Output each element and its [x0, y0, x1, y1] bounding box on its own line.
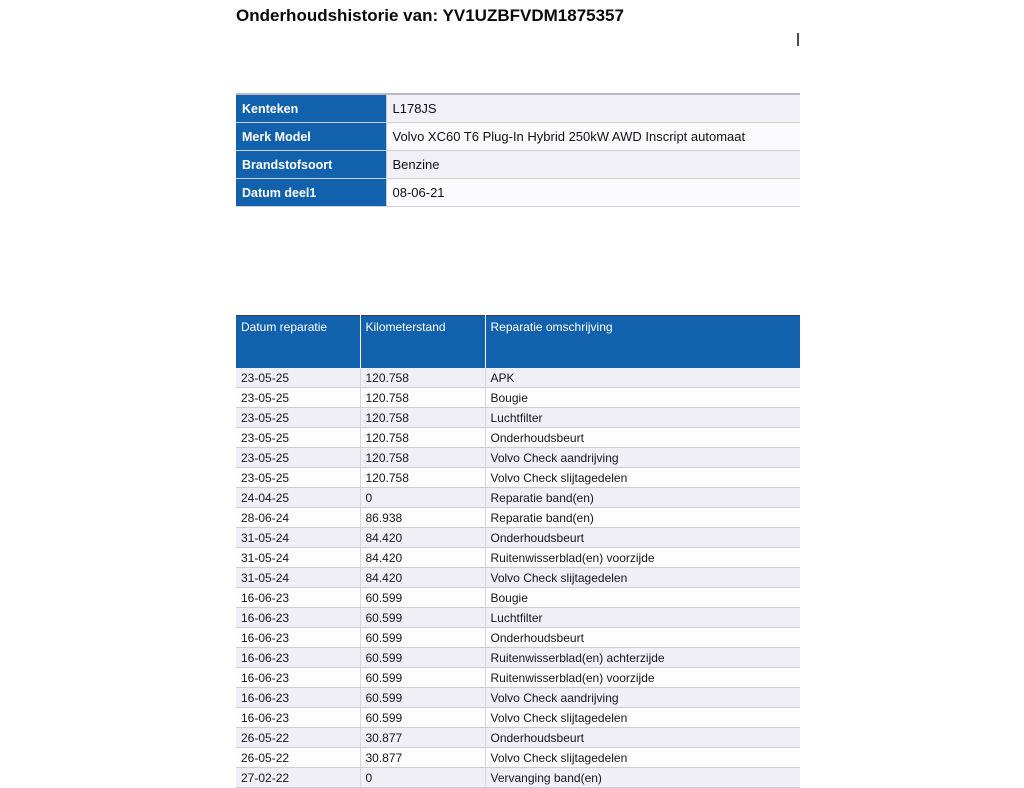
cell-description: Onderhoudsbeurt — [485, 428, 800, 448]
vehicle-info-row — [236, 179, 800, 207]
vehicle-info-value: L178JS — [386, 94, 800, 123]
table-row — [236, 368, 800, 388]
vehicle-info-label: Brandstofsoort — [236, 151, 386, 179]
column-header-kilometerstand: Kilometerstand — [360, 316, 485, 369]
cell-km: 84.420 — [360, 568, 485, 588]
cell-description: Bougie — [485, 388, 800, 408]
text-cursor-mark — [797, 33, 799, 46]
cell-description: Onderhoudsbeurt — [485, 628, 800, 648]
cell-km: 120.758 — [360, 448, 485, 468]
cell-description: Ruitenwisserblad(en) voorzijde — [485, 668, 800, 688]
cell-date: 16-06-23 — [236, 628, 360, 648]
cell-km: 60.599 — [360, 588, 485, 608]
table-row — [236, 448, 800, 468]
cell-date: 31-05-24 — [236, 568, 360, 588]
cell-km: 84.420 — [360, 548, 485, 568]
cell-km: 120.758 — [360, 408, 485, 428]
cell-description: Onderhoudsbeurt — [485, 528, 800, 548]
cell-description: Ruitenwisserblad(en) achterzijde — [485, 648, 800, 668]
cell-description: Volvo Check slijtagedelen — [485, 708, 800, 728]
cell-km: 120.758 — [360, 468, 485, 488]
table-row — [236, 548, 800, 568]
cell-date: 31-05-24 — [236, 548, 360, 568]
cell-description: Luchtfilter — [485, 608, 800, 628]
table-header-row — [236, 316, 800, 369]
cell-description: Volvo Check aandrijving — [485, 448, 800, 468]
cell-date: 23-05-25 — [236, 388, 360, 408]
cell-date: 23-05-25 — [236, 368, 360, 388]
cell-km: 120.758 — [360, 388, 485, 408]
table-row — [236, 468, 800, 488]
cell-date: 16-06-23 — [236, 668, 360, 688]
vehicle-info-label: Datum deel1 — [236, 179, 386, 207]
cell-description: Vervanging band(en) — [485, 768, 800, 788]
cell-description: Ruitenwisserblad(en) voorzijde — [485, 548, 800, 568]
cell-km: 120.758 — [360, 368, 485, 388]
cell-description: APK — [485, 368, 800, 388]
page-title: Onderhoudshistorie van: YV1UZBFVDM1875357 — [236, 6, 624, 25]
cell-date: 24-04-25 — [236, 488, 360, 508]
table-row — [236, 528, 800, 548]
table-row — [236, 428, 800, 448]
cell-description: Luchtfilter — [485, 408, 800, 428]
table-row — [236, 568, 800, 588]
table-row — [236, 748, 800, 768]
cell-description: Volvo Check aandrijving — [485, 688, 800, 708]
table-row — [236, 728, 800, 748]
cell-date: 28-06-24 — [236, 508, 360, 528]
table-row — [236, 708, 800, 728]
cell-date: 23-05-25 — [236, 468, 360, 488]
table-row — [236, 648, 800, 668]
cell-date: 16-06-23 — [236, 648, 360, 668]
cell-description: Bougie — [485, 588, 800, 608]
cell-date: 27-02-22 — [236, 768, 360, 788]
cell-km: 30.877 — [360, 728, 485, 748]
table-row — [236, 628, 800, 648]
service-history-table — [236, 315, 800, 788]
cell-km: 30.877 — [360, 748, 485, 768]
column-header-reparatie-omschrijving: Reparatie omschrijving — [485, 316, 800, 369]
table-row — [236, 588, 800, 608]
vehicle-info-label: Merk Model — [236, 123, 386, 151]
cell-date: 31-05-24 — [236, 528, 360, 548]
cell-km: 60.599 — [360, 608, 485, 628]
cell-km: 86.938 — [360, 508, 485, 528]
vehicle-info-value: 08-06-21 — [386, 179, 800, 207]
table-row — [236, 508, 800, 528]
cell-date: 23-05-25 — [236, 408, 360, 428]
table-row — [236, 688, 800, 708]
table-row — [236, 668, 800, 688]
cell-date: 16-06-23 — [236, 708, 360, 728]
cell-description: Volvo Check slijtagedelen — [485, 568, 800, 588]
vehicle-info-row — [236, 151, 800, 179]
cell-description: Volvo Check slijtagedelen — [485, 748, 800, 768]
cell-description: Onderhoudsbeurt — [485, 728, 800, 748]
cell-date: 16-06-23 — [236, 688, 360, 708]
cell-km: 60.599 — [360, 628, 485, 648]
cell-date: 26-05-22 — [236, 748, 360, 768]
cell-description: Volvo Check slijtagedelen — [485, 468, 800, 488]
cell-km: 84.420 — [360, 528, 485, 548]
cell-km: 60.599 — [360, 648, 485, 668]
cell-km: 0 — [360, 768, 485, 788]
cell-description: Reparatie band(en) — [485, 508, 800, 528]
table-row — [236, 408, 800, 428]
table-row — [236, 488, 800, 508]
cell-km: 60.599 — [360, 708, 485, 728]
cell-date: 23-05-25 — [236, 448, 360, 468]
cell-date: 16-06-23 — [236, 608, 360, 628]
vehicle-info-value: Benzine — [386, 151, 800, 179]
cell-km: 120.758 — [360, 428, 485, 448]
cell-date: 16-06-23 — [236, 588, 360, 608]
vehicle-info-label: Kenteken — [236, 94, 386, 123]
cell-date: 26-05-22 — [236, 728, 360, 748]
table-row — [236, 768, 800, 788]
vehicle-info-table — [236, 93, 800, 207]
table-row — [236, 388, 800, 408]
cell-km: 60.599 — [360, 668, 485, 688]
cell-description: Reparatie band(en) — [485, 488, 800, 508]
vehicle-info-row — [236, 123, 800, 151]
vehicle-info-row — [236, 94, 800, 123]
vehicle-info-value: Volvo XC60 T6 Plug-In Hybrid 250kW AWD Inscript automaat — [386, 123, 800, 151]
cell-km: 60.599 — [360, 688, 485, 708]
cell-km: 0 — [360, 488, 485, 508]
cell-date: 23-05-25 — [236, 428, 360, 448]
table-row — [236, 608, 800, 628]
column-header-datum-reparatie: Datum reparatie — [236, 316, 360, 369]
